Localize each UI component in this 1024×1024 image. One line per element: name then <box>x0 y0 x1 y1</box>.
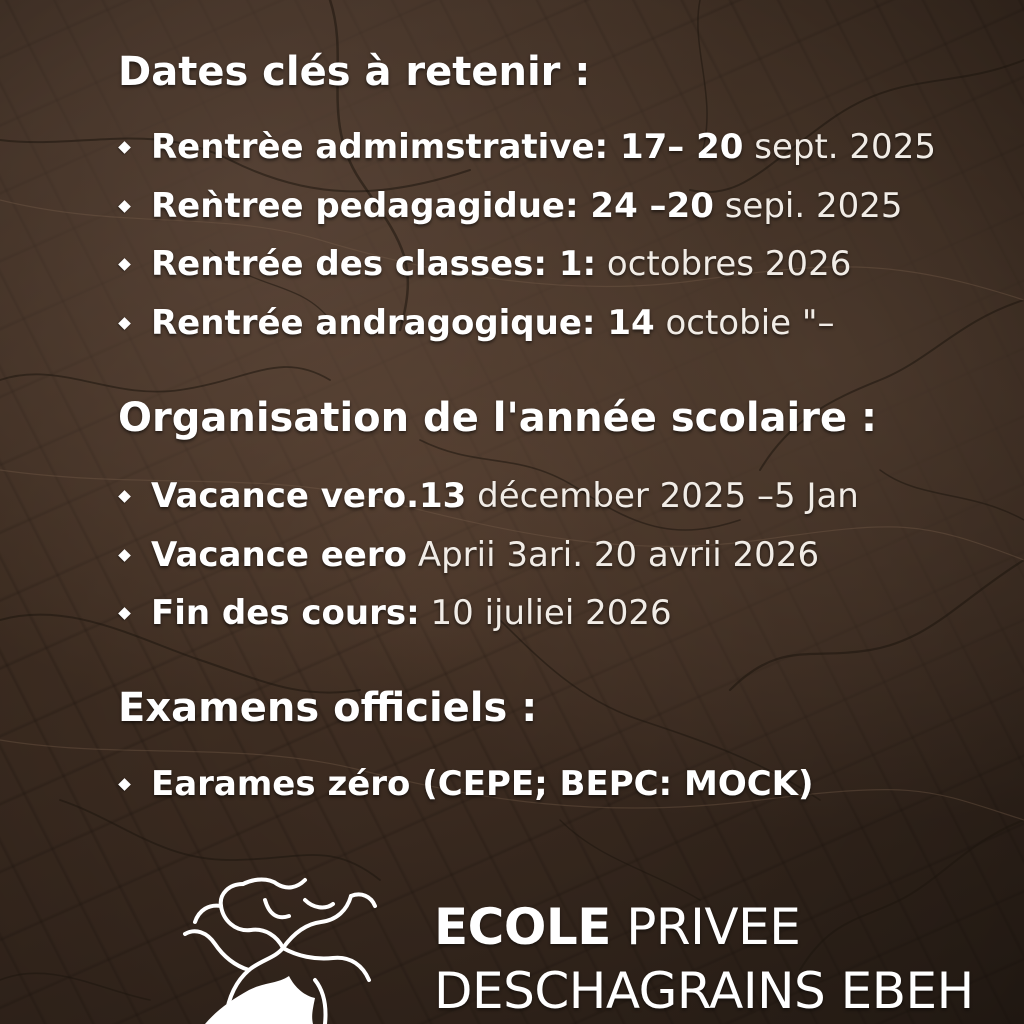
item-value: octobie "– <box>665 302 835 343</box>
item-value: sept. 2025 <box>754 127 936 167</box>
bullet-icon <box>118 141 131 154</box>
bullet-icon <box>118 258 131 271</box>
school-name-line-2: DESCHAGRAINS EBEH <box>434 962 974 1020</box>
item-label: Vacance vero.13 <box>151 476 467 516</box>
item-label: Reǹtree pedagagidue: 24 –20 <box>151 185 714 226</box>
item-value: sepi. 2025 <box>724 185 903 226</box>
item-value: 10 ijuliei 2026 <box>430 593 672 633</box>
list-item <box>112 185 936 247</box>
school-name-bold: ECOLE <box>434 898 611 956</box>
item-label: Fin des cours: <box>151 593 420 633</box>
item-label: Earames zéro (CEPE; BEPC: MOCK) <box>151 764 814 804</box>
key-dates-list <box>112 129 936 363</box>
list-item <box>112 246 936 305</box>
item-value: Aprii 3ari. 20 avrii 2026 <box>417 534 820 575</box>
section-heading-official-exams: Examens officiels : <box>118 685 538 731</box>
item-value: décember 2025 –5 Jan <box>477 476 859 516</box>
list-item <box>112 302 936 364</box>
list-item <box>112 478 859 537</box>
bullet-icon <box>118 778 131 791</box>
item-label: Rentrèe admimstrative: 17– 20 <box>151 127 744 167</box>
list-item <box>112 766 814 825</box>
section-heading-key-dates: Dates clés à retenir : <box>118 49 591 95</box>
official-exams-list <box>112 766 814 825</box>
school-name-rest: PRIVEE <box>610 898 801 956</box>
item-label: Vacance eero <box>151 534 407 575</box>
bullet-icon <box>118 549 131 562</box>
bullet-icon <box>118 200 131 213</box>
school-name-line-1 <box>434 898 800 956</box>
item-label: Rentrée andragogique: 14 <box>151 302 655 343</box>
item-label: Rentrée des classes: 1: <box>151 244 597 284</box>
list-item <box>112 595 859 654</box>
school-year-list <box>112 478 859 654</box>
section-heading-school-year: Organisation de l'année scolaire : <box>118 395 878 441</box>
tree-silhouette-icon <box>165 870 395 1024</box>
list-item <box>112 129 936 188</box>
item-value: octobres 2026 <box>606 244 852 284</box>
list-item <box>112 534 859 596</box>
bullet-icon <box>118 490 131 503</box>
bullet-icon <box>118 607 131 620</box>
bullet-icon <box>118 317 131 330</box>
